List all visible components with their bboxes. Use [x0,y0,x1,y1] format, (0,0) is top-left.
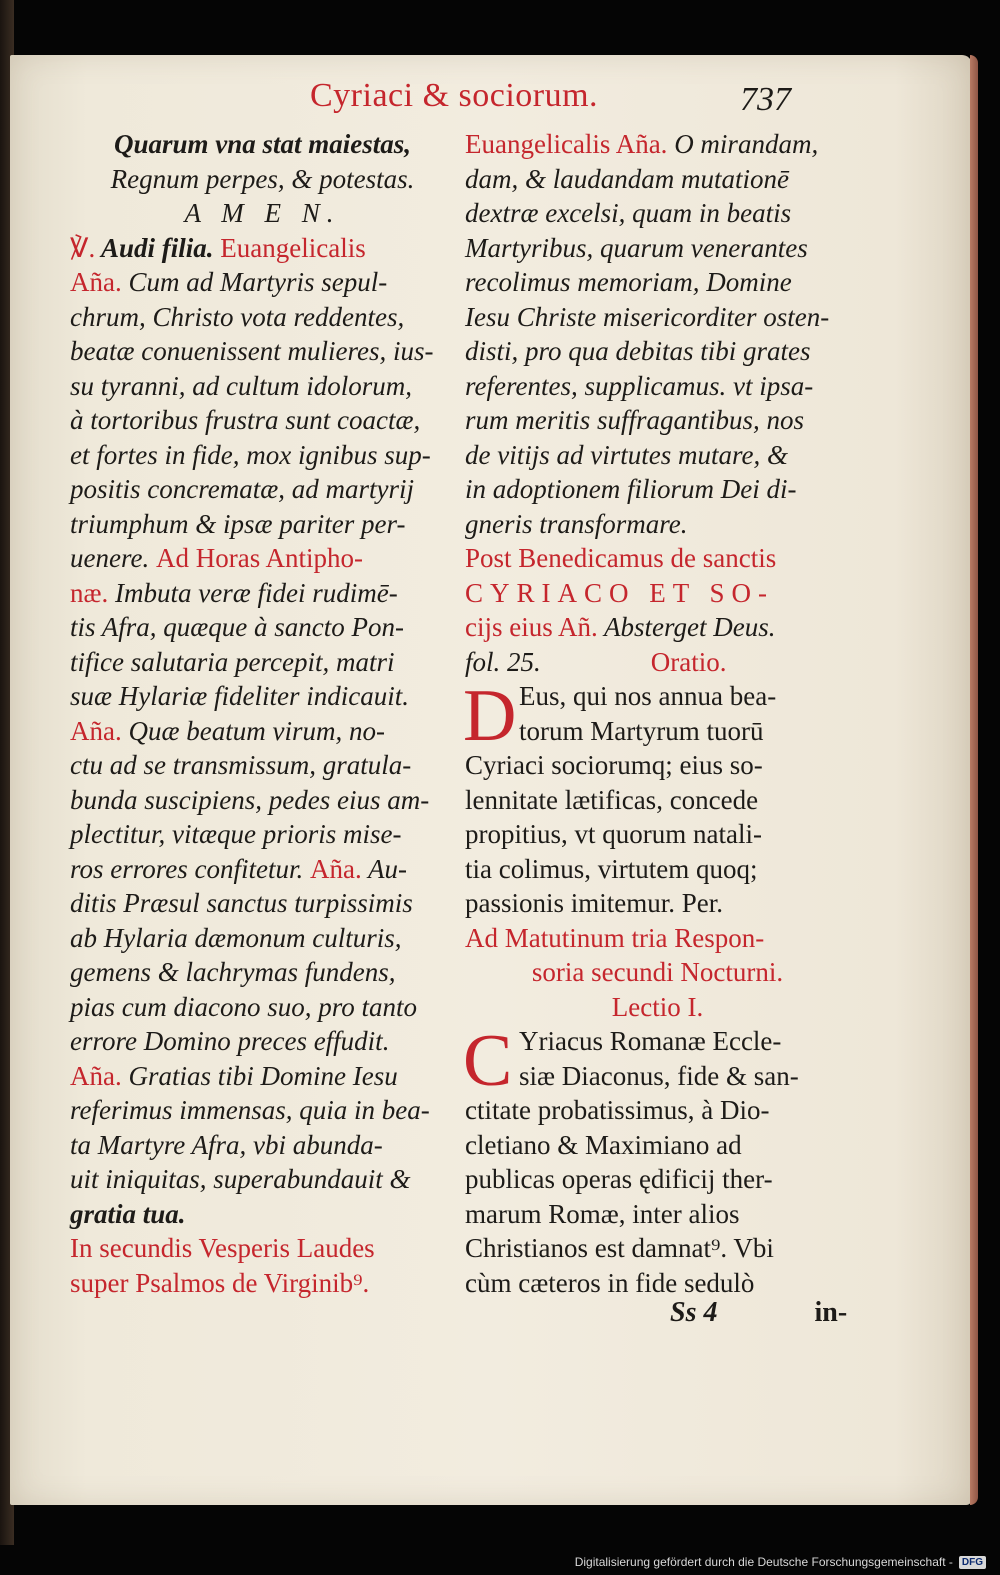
text-line: passionis imitemur. Per. [465,888,724,918]
text-line: ditis Præsul sanctus turpissimis [70,888,413,918]
page-edge [970,55,978,1505]
text-line: Aña. Quæ beatum virum, no- [70,715,385,746]
text-line: tia colimus, virtutem quoq; [465,853,758,884]
text-line: triumphum & ipsæ pariter per- [70,508,406,539]
text-line: Yriacus Romanæ Eccle- [519,1026,782,1056]
rubric-heading: super Psalmos de Virginib⁹. [70,1267,370,1298]
rubric-heading: Post Benedicamus de sanctis [465,543,777,573]
text-line: Eus, qui nos annua bea- [519,681,777,711]
text-line: cùm cæteros in fide sedulò [465,1267,755,1298]
text-line: Cyriaci sociorumq; eius so- [465,750,763,780]
rubric: Aña. [310,853,362,884]
text-line: suæ Hylariæ fideliter indicauit. [70,681,409,711]
text-line: lennitate lætificas, concede [465,784,759,815]
drop-cap: C [463,1020,513,1102]
text-line: dextræ excelsi, quam in beatis [465,198,792,228]
catchword: in- [814,1297,848,1328]
rubric: Oratio. [650,646,727,677]
text-line: su tyranni, ad cultum idolorum, [70,370,412,401]
rubric: Aña. [70,267,122,297]
text-line: Martyribus, quarum venerantes [465,232,808,263]
text-line: A M E N. [184,198,341,228]
rubric-heading: In secundis Vesperis Laudes [70,1233,375,1263]
dfg-logo-icon: DFG [959,1556,986,1569]
text-line: marum Romæ, inter alios [465,1198,740,1229]
versicle-mark: ℣. [70,232,96,263]
page-number: 737 [740,81,791,118]
signature-mark [670,1297,847,1329]
text-line: torum Martyrum tuorū [519,715,764,746]
text-line: ta Martyre Afra, vbi abunda- [70,1129,383,1160]
rubric-heading: CYRIACO ET SO- [465,577,775,608]
text-line: gneris transformare. [465,508,688,539]
rubric-heading: Ad Matutinum tria Respon- [465,922,765,953]
lesson-heading: Lectio I. [611,991,704,1022]
text-line: et fortes in fide, mox ignibus sup- [70,439,431,470]
lesson-block [463,1020,850,1300]
text-line: à tortoribus frustra sunt coactæ, [70,405,421,435]
text-line: tis Afra, quæque à sancto Pon- [70,612,404,642]
text-line: chrum, Christo vota reddentes, [70,301,405,332]
right-column [465,127,850,1300]
text-line: pias cum diacono suo, pro tanto [70,991,417,1022]
rubric: Euangelicalis Aña. [465,129,668,159]
rubric: Aña. [70,715,122,746]
text-line: Christianos est damnat⁹. Vbi [465,1233,774,1263]
text-line: beatæ conuenissent mulieres, ius- [70,336,434,366]
text-line: fol. 25. Oratio. [465,646,727,677]
running-head: Cyriaci & sociorum. [310,77,599,114]
text-line: uit iniquitas, superabundauit & [70,1164,411,1194]
text-line: siæ Diaconus, fide & san- [519,1060,799,1091]
text-line: plectitur, vitæque prioris mise- [70,819,402,849]
text-line: positis concrematæ, ad martyrij [70,474,414,504]
text-line: Aña. Cum ad Martyris sepul- [70,267,388,297]
text-line: ℣. Audi filia. Euangelicalis [70,232,366,263]
text-line: tifice salutaria percepit, matri [70,646,395,677]
text-line: Regnum perpes, & potestas. [110,163,415,194]
text-line: de vitijs ad virtutes mutare, & [465,439,788,470]
text-line: bunda suscipiens, pedes eius am- [70,784,430,815]
prayer-block [463,675,850,921]
rubric: cijs eius Añ. [465,612,598,642]
rubric: næ. [70,577,109,608]
text-line: dam, & laudandam mutationē [465,163,789,194]
text-line: referimus immensas, quia in bea- [70,1095,430,1125]
text-line: ab Hylaria dæmonum culturis, [70,922,402,953]
text-line: ros errores confitetur. Aña. Au- [70,853,407,884]
left-column [70,127,455,1300]
text-line: cletiano & Maximiano ad [465,1129,742,1160]
text-line: gratia tua. [70,1198,186,1229]
signature: Ss 4 [670,1297,718,1328]
text-line: rum meritis suffragantibus, nos [465,405,805,435]
text-line: ctitate probatissimus, à Dio- [465,1095,770,1125]
text-line: Quarum vna stat maiestas, [113,129,412,159]
rubric-heading: soria secundi Nocturni. [531,957,784,987]
text-line: uenere. Ad Horas Antipho- [70,543,363,573]
text-line: disti, pro qua debitas tibi grates [465,336,811,366]
text-line: recolimus memoriam, Domine [465,267,792,297]
text-line: errore Domino preces effudit. [70,1026,390,1056]
text-line: in adoptionem filiorum Dei di- [465,474,797,504]
text-line: gemens & lachrymas fundens, [70,957,396,987]
text-line: propitius, vt quorum natali- [465,819,762,849]
digitization-credit [575,1555,986,1569]
drop-cap: D [463,675,517,757]
text-line: ctu ad se transmissum, gratula- [70,750,412,780]
rubric: Aña. [70,1060,122,1091]
rubric: Ad Horas Antipho- [155,543,363,573]
rubric: Euangelicalis [220,232,366,263]
text-line: Iesu Christe misericorditer osten- [465,301,830,332]
text-line: referentes, supplicamus. vt ipsa- [465,370,814,401]
book-page [10,55,972,1505]
text-line: Euangelicalis Aña. O mirandam, [465,129,819,159]
digitization-note: Digitalisierung gefördert durch die Deutsche Forschungsgemeinschaft - [574,1555,953,1569]
text-line: næ. Imbuta veræ fidei rudimē- [70,577,398,608]
text-line: Aña. Gratias tibi Domine Iesu [70,1060,398,1091]
text-line: publicas operas ędificij ther- [465,1164,773,1194]
text-line: cijs eius Añ. Absterget Deus. [465,612,776,642]
